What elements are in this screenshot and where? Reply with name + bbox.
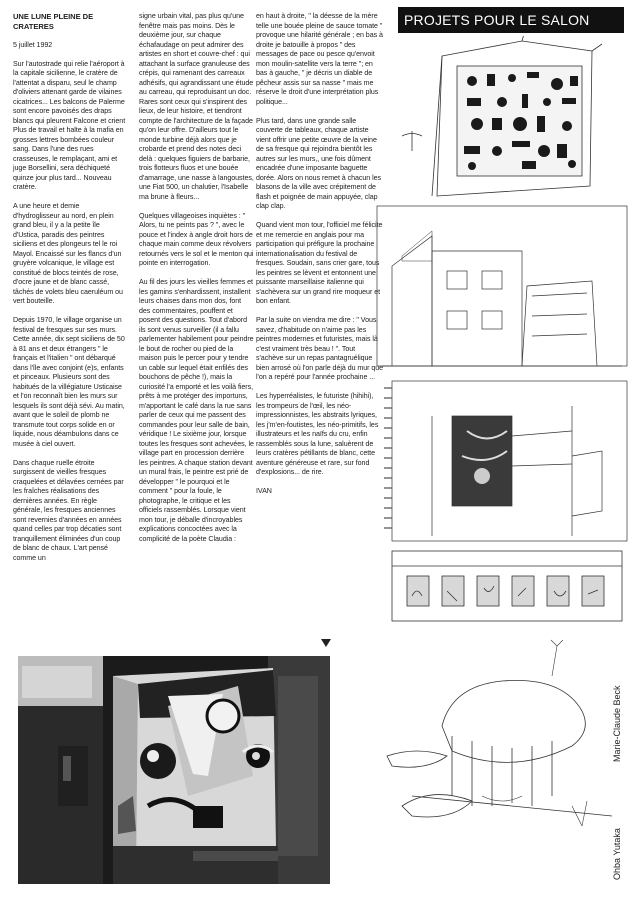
sketch-rock [387,640,612,826]
article-paragraph: Dans chaque ruelle étroite surgissent de vieilles fresques craquelées et délavées cernées par les fraîches réalisations des dernières années. En règle générale, les fresques anciennes sont revernies d'années en années quand celles par trop décaties sont tranquillement éliminées d'un coup de blanc de chaux. L'art pensé comme un [13,458,124,562]
article-paragraph: Sur l'autostrade qui relie l'aéroport à la capitale sicilienne, le cratère de l'attentat a disparu, seul le champ d'oliviers attenant garde de vilaines cicatrices... Les balcons de Palerme sont encore pavoisés des draps blancs qui pleurent Falcone et crient Plus de travail et halte à la mafia en grosses lettres bombées couleur sang. Dans l'une des rues crasseuses, le remplaçant, ami et juge Borsellini, sera déchiqueté quinze jour plus tard... Nouveau cratère. [13,59,126,191]
artist-credit: Marie-Claude Beck [612,685,622,762]
article-paragraph: A une heure et demie d'hydroglisseur au nord, en plein grand bleu, il y a la petite île d'Ustica, paradis des peintres siciliens et des plongeurs tel le roi Mayol. Encaissé sur les flancs d'un gruyère volcanique, le village est constitué de blocs teintés de rose, d'ocre jaune et de blanc cassé, tâchés de volets bleu caeruléum ou vert bouteille. [13,202,123,305]
article-column-1 [13,12,127,573]
article-paragraph: Plus tard, dans une grande salle couverte de tableaux, chaque artiste vient offrir une petite œuvre de la veine de sa fresque qui rejoindra bientôt les autres sur les murs,, une fois dûment encadrée d'une imposante baguette dorée. Alors on nous remet à chacun les blasons de la ville avec crépitement de flash et poignée de main appuyée, clap clap clap. [256,116,382,210]
article-column-2 [139,12,254,554]
article-paragraph: Au fil des jours les vieilles femmes et les gamins s'enhardissent, installent leurs chaises dans mon dos, font des commentaires, pouffent et posent des questions. Tout d'abord ils sont venus surveiller (il a fallu parlementer habilement pour peindre le bout de rocher ou pied de la maison puis le percer pour y tendre un cable sur lequel était enfilés des bouchons de pêche !), mais la curiosité l'a emporté et les voilà fiers, prêts à me protéger des importuns, m'apportant le café dans la rue sans parler de ceux qui me passent des commandes pour leur salle de bain, véridique ! Le sixième jour, lorsque toutes les fresques sont achevées, le village part en procession derrière les peintres. A chaque station devant un mural frais, le peintre est prié de développer " le pourquoi et le comment " pour la foule, le photographe, le critique et les officiels rassemblés. Lorsque vient mon tour, je déballe d'incroyables explications concoctées avec la complicité de la poète Claudia : [139,278,254,543]
article-title: UNE LUNE PLEINE DE CRATERES [13,12,94,31]
article-paragraph: Par la suite on viendra me dire : " Vous savez, d'habitude on n'aime pas les peintres modernes et futuristes, mais là c'est vraiment très beau ! ". Tout s'achève sur un repas pantagruélique bien arrosé où l'on parle déjà du mur que l'on a repéré pour l'année prochaine ... [256,316,384,381]
sketch-notebook [384,381,627,541]
sketch-elevation [392,551,622,621]
article-paragraph: Quand vient mon tour, l'officiel me félicite et me remercie en anglais pour ma participation qui préfigure la prochaine internationalisation du festival de fresques. Soudain, sans crier gare, tous les peintres se lèvent et entonnent une puissante marseillaise italienne qui s'achèvera sur un grand rire moqueur et bon enfant. [256,221,383,305]
article-paragraph: signe urbain vital, pas plus qu'une fenêtre mais pas moins. Dès le deuxième jour, sur chaque échafaudage on peut admirer des artistes en short et couvre-chef : qui attachant la surface granuleuse des crépis, qui ramenant des carreaux adhésifs, qui agrandissant une étude au carreau, qui reproduisant un doc. Rares sont ceux qui s'inspirent des lieux, de leur histoire, et tiendront compte de l'architecture de la façade qu'on leur offre. D'ailleurs tout le monde turbine déjà alors que je crobarde et prend des notes deci delà : quelques figuiers de barbarie, trois flotteurs fluos et une bouée d'amarrage, une nasse à langoustes, une Fiat 500, un chalutier, l'Isabelle ma brune à fleurs... [139,12,254,201]
article-paragraph: en haut à droite, " la déesse de la mère telle une bouée pleine de sauce tomate " provoque une hilarité générale ; en bas à droite je batouille à propos " des messages de pace ou pesce qu'envoit mon moulin-satellite vers la terre "; en bas à gauche, " je décris un diable de pêcheur assis sur sa nasse " mais me réserve le droit d'une interprétation plus politique... [256,12,383,106]
article-paragraph: Depuis 1970, le village organise un festival de fresques sur ses murs. Cette année, dix sept siciliens de 50 à 81 ans et deux étrangers " le français et l'italien " ont débarqué dans l'île avec conjoint (e)s, enfants et pinceaux. Plusieurs sont des habitués de la villégiature Usticaise et l'on reconnaît bien les murs sur lesquels ils sont déjà sévi. Au matin, avant que le soleil de plomb ne transmute tout corps solide en or liquide, nous déambulons dans ce musée à ciel ouvert. [13,316,125,448]
continue-arrow-icon [321,639,331,647]
section-header: PROJETS POUR LE SALON [398,7,624,33]
fresco-photo-drawing [18,656,330,884]
article-paragraph: Les hyperréalistes, le futuriste (hihihi), les trompeurs de l'œil, les néo-impressionnistes, les abstraits lyriques, les j'm'en-foutistes, les néo-primitifs, les illustrateurs et les naïfs du cru, enfin rassemblés sous la lune, saluèrent de leurs cratères pétillants de blanc, cette aventure généreuse et rare, sur fond d'explosions... de rire. [256,392,379,476]
article-signature: IVAN [256,487,272,495]
artist-credit: Ohba Yutaka [612,828,622,880]
sketch-street [377,206,627,366]
sketch-drawings [372,36,632,886]
article-date: 5 juillet 1992 [13,40,53,49]
article-column-3 [256,12,384,506]
article-paragraph: Quelques villageoises inquiètes : " Alors, tu ne peints pas ? ", avec le pouce et l'index à angle droit hors de chaque main comme deux révolvers retournés vers le sol et le menton qui pointe en interrogation. [139,211,254,267]
sketch-facade [402,36,602,196]
sketches-panel [372,36,632,886]
fresco-photo [18,656,330,884]
